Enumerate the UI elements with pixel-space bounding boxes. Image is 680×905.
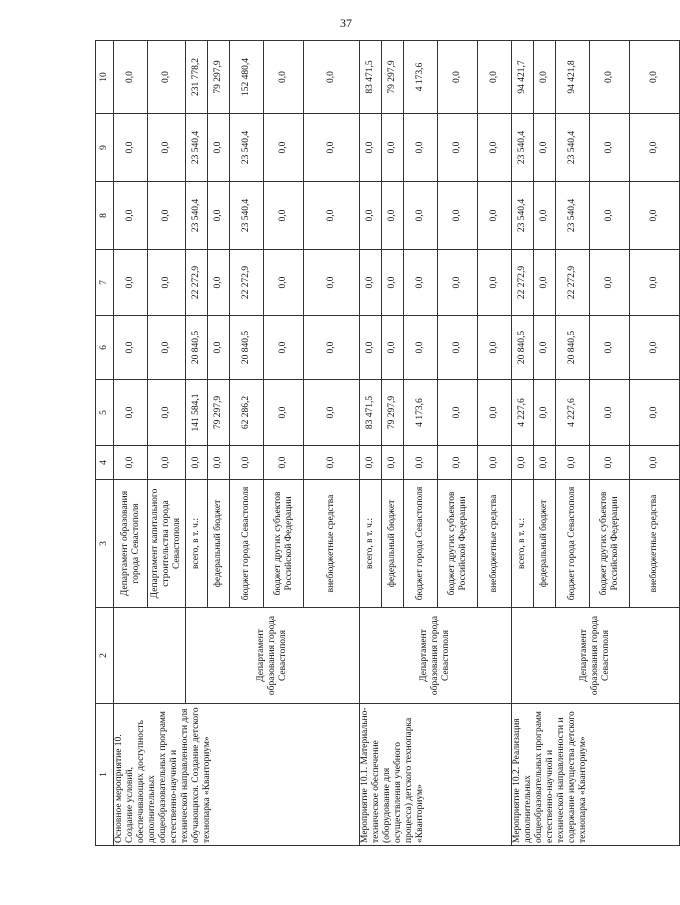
value-cell: 4 227,6 [512, 380, 534, 446]
funding-source: бюджет города Севастополя [404, 480, 438, 608]
value-cell: 0,0 [114, 250, 148, 316]
value-cell: 0,0 [208, 316, 230, 380]
value-cell: 79 297,9 [382, 380, 404, 446]
funding-source: бюджет города Севастополя [230, 480, 264, 608]
funding-source: внебюджетные средства [478, 480, 512, 608]
value-cell: 0,0 [404, 250, 438, 316]
value-cell: 23 540,4 [512, 182, 534, 250]
funding-source: федеральный бюджет [208, 480, 230, 608]
funding-source: бюджет города Севастополя [556, 480, 590, 608]
value-cell: 0,0 [556, 446, 590, 480]
funding-source: бюджет других субъектов Российской Федерации [264, 480, 304, 608]
funding-source: федеральный бюджет [534, 480, 556, 608]
executor-cell: Департамент образования города Севастополя [512, 608, 680, 704]
value-cell: 62 286,2 [230, 380, 264, 446]
value-cell: 0,0 [208, 182, 230, 250]
value-cell: 83 471,5 [360, 380, 382, 446]
value-cell: 0,0 [382, 182, 404, 250]
executor-cell: Департамент образования города Севастополя [360, 608, 512, 704]
value-cell: 0,0 [438, 316, 478, 380]
value-cell: 141 584,1 [186, 380, 208, 446]
funding-source: Департамент образования города Севастополя [114, 480, 148, 608]
value-cell: 0,0 [382, 114, 404, 182]
value-cell: 0,0 [148, 380, 186, 446]
value-cell: 23 540,4 [556, 114, 590, 182]
value-cell: 0,0 [478, 41, 512, 114]
value-cell: 0,0 [630, 250, 680, 316]
value-cell: 0,0 [534, 380, 556, 446]
funding-source: бюджет других субъектов Российской Федерации [438, 480, 478, 608]
value-cell: 23 540,4 [186, 182, 208, 250]
value-cell: 0,0 [304, 114, 360, 182]
funding-source: бюджет других субъектов Российской Федерации [590, 480, 630, 608]
measure-name: Мероприятие 10.1. Материально-техническое обеспечение (оборудование для осуществления учебного процесса) детского технопарка «Кванториум» [360, 704, 512, 846]
value-cell: 20 840,5 [186, 316, 208, 380]
funding-source: всего, в т. ч.: [512, 480, 534, 608]
column-header: 8 [96, 182, 114, 250]
value-cell: 0,0 [512, 446, 534, 480]
value-cell: 0,0 [478, 250, 512, 316]
value-cell: 0,0 [404, 316, 438, 380]
value-cell: 0,0 [534, 182, 556, 250]
value-cell: 0,0 [360, 182, 382, 250]
value-cell: 0,0 [382, 446, 404, 480]
value-cell: 0,0 [304, 182, 360, 250]
value-cell: 0,0 [264, 250, 304, 316]
value-cell: 0,0 [208, 114, 230, 182]
value-cell: 0,0 [148, 250, 186, 316]
column-header: 1 [96, 704, 114, 846]
value-cell: 0,0 [360, 316, 382, 380]
value-cell: 0,0 [590, 250, 630, 316]
value-cell: 0,0 [438, 446, 478, 480]
value-cell: 0,0 [478, 446, 512, 480]
value-cell: 0,0 [438, 250, 478, 316]
value-cell: 0,0 [304, 316, 360, 380]
value-cell: 0,0 [208, 250, 230, 316]
value-cell: 20 840,5 [512, 316, 534, 380]
column-header: 3 [96, 480, 114, 608]
value-cell: 0,0 [304, 41, 360, 114]
executor-cell-empty [114, 608, 186, 704]
value-cell: 23 540,4 [186, 114, 208, 182]
value-cell: 4 227,6 [556, 380, 590, 446]
column-header: 4 [96, 446, 114, 480]
value-cell: 0,0 [114, 182, 148, 250]
column-header: 2 [96, 608, 114, 704]
value-cell: 79 297,9 [208, 41, 230, 114]
value-cell: 0,0 [590, 114, 630, 182]
value-cell: 0,0 [478, 182, 512, 250]
value-cell: 0,0 [630, 316, 680, 380]
value-cell: 0,0 [114, 41, 148, 114]
value-cell: 0,0 [438, 182, 478, 250]
value-cell: 0,0 [590, 182, 630, 250]
value-cell: 0,0 [404, 114, 438, 182]
value-cell: 0,0 [304, 380, 360, 446]
value-cell: 0,0 [304, 446, 360, 480]
value-cell: 231 778,2 [186, 41, 208, 114]
value-cell: 0,0 [264, 182, 304, 250]
value-cell: 0,0 [264, 41, 304, 114]
value-cell: 22 272,9 [230, 250, 264, 316]
value-cell: 0,0 [148, 114, 186, 182]
value-cell: 0,0 [264, 316, 304, 380]
value-cell: 0,0 [438, 380, 478, 446]
value-cell: 0,0 [590, 316, 630, 380]
value-cell: 0,0 [534, 114, 556, 182]
value-cell: 94 421,8 [556, 41, 590, 114]
value-cell: 0,0 [114, 316, 148, 380]
value-cell: 0,0 [186, 446, 208, 480]
value-cell: 0,0 [438, 41, 478, 114]
value-cell: 0,0 [630, 380, 680, 446]
value-cell: 0,0 [534, 316, 556, 380]
funding-source: внебюджетные средства [630, 480, 680, 608]
value-cell: 22 272,9 [512, 250, 534, 316]
value-cell: 0,0 [630, 182, 680, 250]
funding-source: Департамент капитального строительства города Севастополя [148, 480, 186, 608]
value-cell: 152 480,4 [230, 41, 264, 114]
value-cell: 79 297,9 [382, 41, 404, 114]
value-cell: 0,0 [630, 41, 680, 114]
value-cell: 94 421,7 [512, 41, 534, 114]
value-cell: 23 540,4 [230, 114, 264, 182]
column-header: 10 [96, 41, 114, 114]
value-cell: 0,0 [304, 250, 360, 316]
value-cell: 79 297,9 [208, 380, 230, 446]
funding-source: всего, в т. ч.: [186, 480, 208, 608]
value-cell: 0,0 [438, 114, 478, 182]
value-cell: 0,0 [382, 250, 404, 316]
value-cell: 0,0 [534, 250, 556, 316]
value-cell: 0,0 [148, 41, 186, 114]
column-header: 6 [96, 316, 114, 380]
value-cell: 0,0 [208, 446, 230, 480]
value-cell: 20 840,5 [230, 316, 264, 380]
column-header: 5 [96, 380, 114, 446]
page-number: 37 [340, 16, 352, 30]
measure-name: Мероприятие 10.2. Реализация дополнительных общеобразовательных программ естественно-научной и технической направленности и содержание имущества детского технопарка «Кванториум» [512, 704, 680, 846]
value-cell: 0,0 [478, 380, 512, 446]
rotated-table-container [95, 41, 659, 846]
value-cell: 0,0 [360, 250, 382, 316]
value-cell: 83 471,5 [360, 41, 382, 114]
column-header: 9 [96, 114, 114, 182]
value-cell: 0,0 [148, 316, 186, 380]
value-cell: 4 173,6 [404, 41, 438, 114]
value-cell: 0,0 [630, 114, 680, 182]
table-row [360, 41, 382, 846]
value-cell: 0,0 [478, 114, 512, 182]
value-cell: 0,0 [114, 114, 148, 182]
header-row [96, 41, 114, 846]
value-cell: 0,0 [590, 446, 630, 480]
funding-source: всего, в т. ч.: [360, 480, 382, 608]
budget-table [95, 40, 680, 846]
value-cell: 22 272,9 [556, 250, 590, 316]
value-cell: 0,0 [590, 41, 630, 114]
value-cell: 0,0 [360, 114, 382, 182]
value-cell: 0,0 [590, 380, 630, 446]
value-cell: 0,0 [382, 316, 404, 380]
measure-name: Основное мероприятие 10. Создание условий, обеспечивающих доступность дополнительных общеобразовательных программ естественно-научной и технической направленности для обучающихся. Создание детского технопарка «Кванториум» [114, 704, 360, 846]
value-cell: 0,0 [264, 114, 304, 182]
value-cell: 0,0 [264, 380, 304, 446]
table-body [96, 41, 680, 846]
value-cell: 0,0 [148, 182, 186, 250]
value-cell: 0,0 [114, 446, 148, 480]
value-cell: 0,0 [230, 446, 264, 480]
value-cell: 0,0 [404, 446, 438, 480]
value-cell: 20 840,5 [556, 316, 590, 380]
value-cell: 0,0 [630, 446, 680, 480]
executor-cell: Департамент образования города Севастополя [186, 608, 360, 704]
funding-source: федеральный бюджет [382, 480, 404, 608]
value-cell: 23 540,4 [512, 114, 534, 182]
value-cell: 0,0 [360, 446, 382, 480]
value-cell: 22 272,9 [186, 250, 208, 316]
value-cell: 0,0 [114, 380, 148, 446]
value-cell: 0,0 [264, 446, 304, 480]
value-cell: 0,0 [478, 316, 512, 380]
value-cell: 0,0 [404, 182, 438, 250]
value-cell: 0,0 [534, 41, 556, 114]
value-cell: 23 540,4 [556, 182, 590, 250]
funding-source: внебюджетные средства [304, 480, 360, 608]
value-cell: 0,0 [534, 446, 556, 480]
table-row [114, 41, 148, 846]
table-row [512, 41, 534, 846]
value-cell: 0,0 [148, 446, 186, 480]
table-frame [95, 41, 659, 846]
value-cell: 4 173,6 [404, 380, 438, 446]
value-cell: 23 540,4 [230, 182, 264, 250]
column-header: 7 [96, 250, 114, 316]
